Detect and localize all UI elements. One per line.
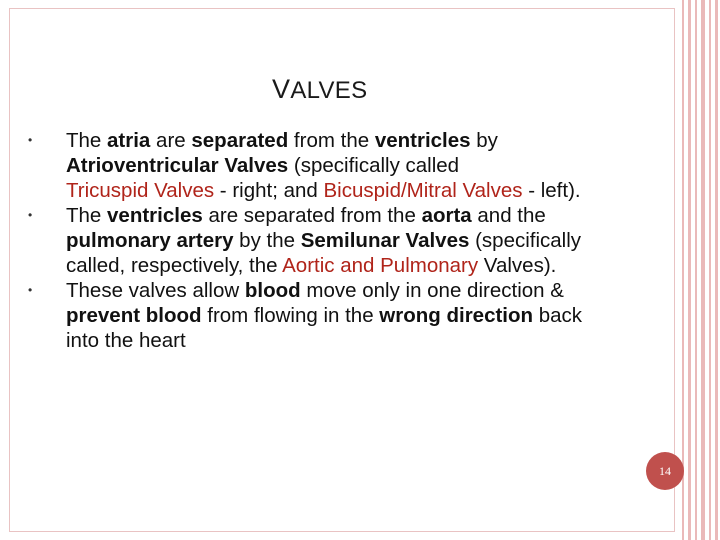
bullet-item: • The ventricles are separated from the aorta and the pulmonary artery by the Semilunar Valves (specifically called, respectively, the Aortic and Pulmonary Valves). [28,204,582,277]
bullet-item: • These valves allow blood move only in one direction & prevent blood from flowing in the wrong direction back into the heart [28,279,583,352]
decorative-side-rails [678,0,720,540]
bullet-list [28,128,608,353]
bullet-icon: • [28,283,33,297]
page-number-badge: 14 [646,452,684,490]
bullet-icon: • [28,133,33,147]
bullet-icon: • [28,208,33,222]
bullet-item: • The atria are separated from the ventricles by Atrioventricular Valves (specifically called Tricuspid Valves - right; and Bicuspid/Mitral Valves - left). [28,129,581,202]
slide-title: VALVES [272,74,368,104]
